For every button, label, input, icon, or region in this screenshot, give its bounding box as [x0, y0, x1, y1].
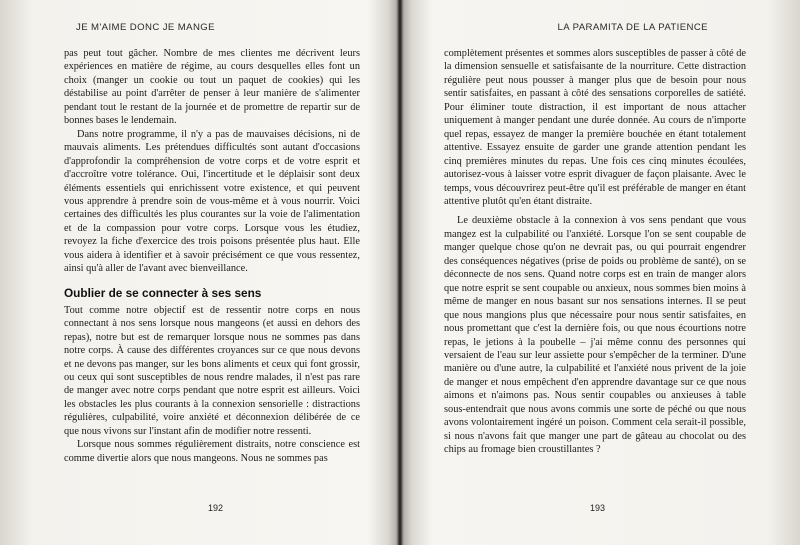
section-heading: Oublier de se connecter à ses sens: [64, 285, 262, 300]
running-head-left: JE M'AIME DONC JE MANGE: [76, 22, 215, 33]
page-number-right: 193: [590, 503, 606, 513]
right-page-body: [444, 47, 746, 457]
running-head-right: LA PARAMITA DE LA PATIENCE: [557, 22, 708, 33]
page-number-left: 192: [208, 503, 224, 513]
right-page: [400, 0, 800, 545]
paragraph: pas peut tout gâcher. Nombre de mes clientes me décrivent leurs expériences en matière de régime, au cours desquelles elles font un choix (manger un cookie ou tout un paquet de cookies) qui les déstabilise au point d'arrêter de penser à leur manière de s'alimenter pendant tout le restant de la journée et de promettre de repartir sur de bonnes bases le lendemain.: [64, 48, 360, 127]
paragraph: complètement présentes et sommes alors susceptibles de passer à côté de la dimension sensuelle et satisfaisante de la nourriture. Cette distraction régulière peut nous pousser à manger plus que de besoin pour nous sentir satisfaites, en passant à côté des sensations corporelles de satiété. Pour éliminer toute distraction, il est important de nous attacher uniquement à manger pendant une durée donnée. Au cours de n'importe quel repas, essayez de manger la première bouchée en étant totalement attentive. Essayez ensuite de garder une grande attention pendant les cinq premières minutes du repas. Une fois ces cinq minutes écoulées, autorisez-vous à laisser votre esprit divaguer de façon plaisante. Avec le temps, vous découvrirez peut-être qu'il est préférable de manger en étant attentive plutôt qu'en étant distraite.: [444, 48, 746, 207]
paragraph: Le deuxième obstacle à la connexion à vos sens pendant que vous mangez est la culpabilité ou l'anxiété. Lorsque l'on se sent coupable de manger quelque chose qu'on ne devrait pas, ou qui pourrait engendrer des conséquences négatives (prise de poids ou problème de santé), on se déconnecte de nos sens. Quand notre corps est en train de manger alors que notre esprit se sent coupable ou anxieux, nous sommes bien moins à même de manger en nous basant sur nos sensations internes. Il se peut que nous mangions plus que nécessaire pour nous sentir satisfaites, en nous promettant que c'est la dernière fois, ou que nous écourtions notre repas, le jetions à la poubelle – j'ai même connu des personnes qui versaient de l'eau sur leur assiette pour s'empêcher de la terminer. D'une manière ou d'une autre, la culpabilité et l'anxiété nous privent de la joie de manger et nous empêchent d'en apprendre davantage sur ce que nous aimons et n'aimons pas. Nous sentir coupables ou anxieuses à table sous-entendrait que nous avons commis une sorte de péché ou que nous avons volontairement ingéré un poison. Comment cela serait-il possible, si nous n'avons fait que manger une part de gâteau au chocolat ou des chips au fromage bien croustillantes ?: [444, 215, 746, 456]
paragraph: Dans notre programme, il n'y a pas de mauvaises décisions, ni de mauvais aliments. Les prétendues difficultés sont autant d'occasions d'approfondir la compréhension de votre corps et de votre esprit et d'accroître votre tolérance. Oui, l'incertitude et le déplaisir sont deux éléments essentiels qui enrichissent votre existence, et qui peuvent vous apprendre à prendre soin de vous-même et à vous nourrir. Voici certaines des difficultés les plus courantes sur la voie de l'alimentation et de la compassion pour votre corps. Lorsque vous les étudiez, revoyez la fiche d'exercice des trois poisons présentée plus haut. Elle vous aidera à identifier et à savoir précisément ce que vous ressentez, ainsi qu'à aller de l'avant avec bienveillance.: [64, 128, 360, 275]
paragraph: Lorsque nous sommes régulièrement distraits, notre conscience est comme divertie alors que nous mangeons. Nous ne sommes pas: [64, 439, 360, 464]
paragraph: Tout comme notre objectif est de ressentir notre corps en nous connectant à nos sens lorsque nous mangeons (et aussi en dehors des repas), notre but est de remarquer lorsque nous ne sommes pas dans notre corps. À cause des différentes croyances sur ce que nous devons et ne devons pas manger, sur les bons aliments et ceux qui font grossir, ou ceux qui sont susceptibles de nous rendre malades, il n'est pas rare de manger avec notre corps pendant que notre esprit est ailleurs. Voici les obstacles les plus courants à la connexion sensorielle : distractions régulières, culpabilité, voire anxiété et déconnexion délibérée de ce que nous vivons sur l'instant afin de modifier notre ressenti.: [64, 304, 360, 437]
left-page-body: [64, 47, 360, 465]
